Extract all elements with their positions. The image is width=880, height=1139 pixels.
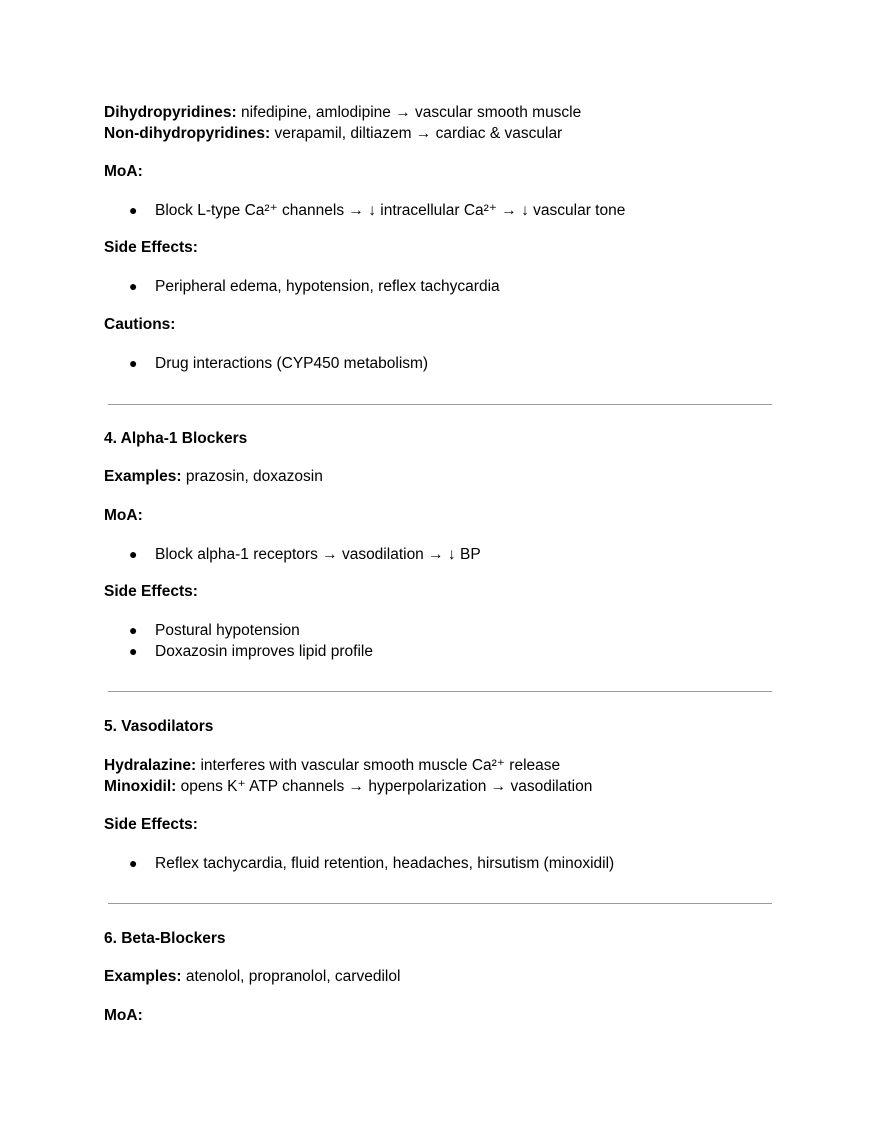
ccb-cautions-label: Cautions: (104, 316, 176, 333)
bullet-icon: ● (129, 278, 138, 294)
hydralazine-line (104, 756, 560, 776)
minoxidil-text: opens K⁺ ATP channels → hyperpolarization → vasodilation (176, 778, 593, 795)
bullet-icon: ● (129, 202, 138, 218)
alpha1-side-effects-label: Side Effects: (104, 583, 198, 600)
alpha1-examples-line (104, 467, 323, 487)
beta-moa-label: MoA: (104, 1007, 143, 1024)
beta-examples-line (104, 967, 400, 987)
bullet-icon: ● (129, 355, 138, 371)
list-item (129, 200, 625, 221)
non-dihydropyridines-text: verapamil, diltiazem → cardiac & vascular (270, 125, 563, 142)
non-dihydropyridines-line (104, 124, 562, 144)
ccb-moa-label: MoA: (104, 163, 143, 180)
alpha1-moa-item: Block alpha-1 receptors → vasodilation → ↓ BP (155, 546, 481, 563)
dihydropyridines-text: nifedipine, amlodipine → vascular smooth muscle (236, 104, 582, 121)
hydralazine-label: Hydralazine: (104, 757, 197, 774)
list-item (129, 853, 614, 874)
alpha1-moa-label: MoA: (104, 507, 143, 524)
alpha1-side-effects-item: Postural hypotension (155, 622, 300, 639)
list-item (129, 641, 373, 662)
alpha1-side-effects-item: Doxazosin improves lipid profile (155, 643, 373, 660)
minoxidil-line (104, 777, 592, 797)
vasodilators-side-effects-label: Side Effects: (104, 816, 198, 833)
list-item (129, 620, 300, 641)
section-divider (108, 404, 772, 405)
beta-heading: 6. Beta-Blockers (104, 930, 226, 947)
alpha1-examples-label: Examples: (104, 468, 182, 485)
ccb-cautions-item: Drug interactions (CYP450 metabolism) (155, 355, 429, 372)
list-item (129, 276, 500, 297)
section-divider (108, 903, 772, 904)
ccb-side-effects-item: Peripheral edema, hypotension, reflex tachycardia (155, 278, 500, 295)
alpha1-examples-text: prazosin, doxazosin (181, 468, 323, 485)
dihydropyridines-line (104, 103, 581, 123)
hydralazine-text: interferes with vascular smooth muscle Ca²⁺ release (196, 757, 561, 774)
vasodilators-side-effects-item: Reflex tachycardia, fluid retention, headaches, hirsutism (minoxidil) (155, 855, 615, 872)
beta-examples-text: atenolol, propranolol, carvedilol (181, 968, 401, 985)
bullet-icon: ● (129, 855, 138, 871)
ccb-side-effects-label: Side Effects: (104, 239, 198, 256)
bullet-icon: ● (129, 622, 138, 638)
ccb-moa-item: Block L-type Ca²⁺ channels → ↓ intracellular Ca²⁺ → ↓ vascular tone (155, 202, 626, 219)
alpha1-heading: 4. Alpha-1 Blockers (104, 430, 248, 447)
bullet-icon: ● (129, 546, 138, 562)
minoxidil-label: Minoxidil: (104, 778, 177, 795)
list-item (129, 544, 481, 565)
beta-examples-label: Examples: (104, 968, 182, 985)
section-divider (108, 691, 772, 692)
dihydropyridines-label: Dihydropyridines: (104, 104, 237, 121)
bullet-icon: ● (129, 643, 138, 659)
list-item (129, 353, 428, 374)
vasodilators-heading: 5. Vasodilators (104, 718, 214, 735)
non-dihydropyridines-label: Non-dihydropyridines: (104, 125, 271, 142)
